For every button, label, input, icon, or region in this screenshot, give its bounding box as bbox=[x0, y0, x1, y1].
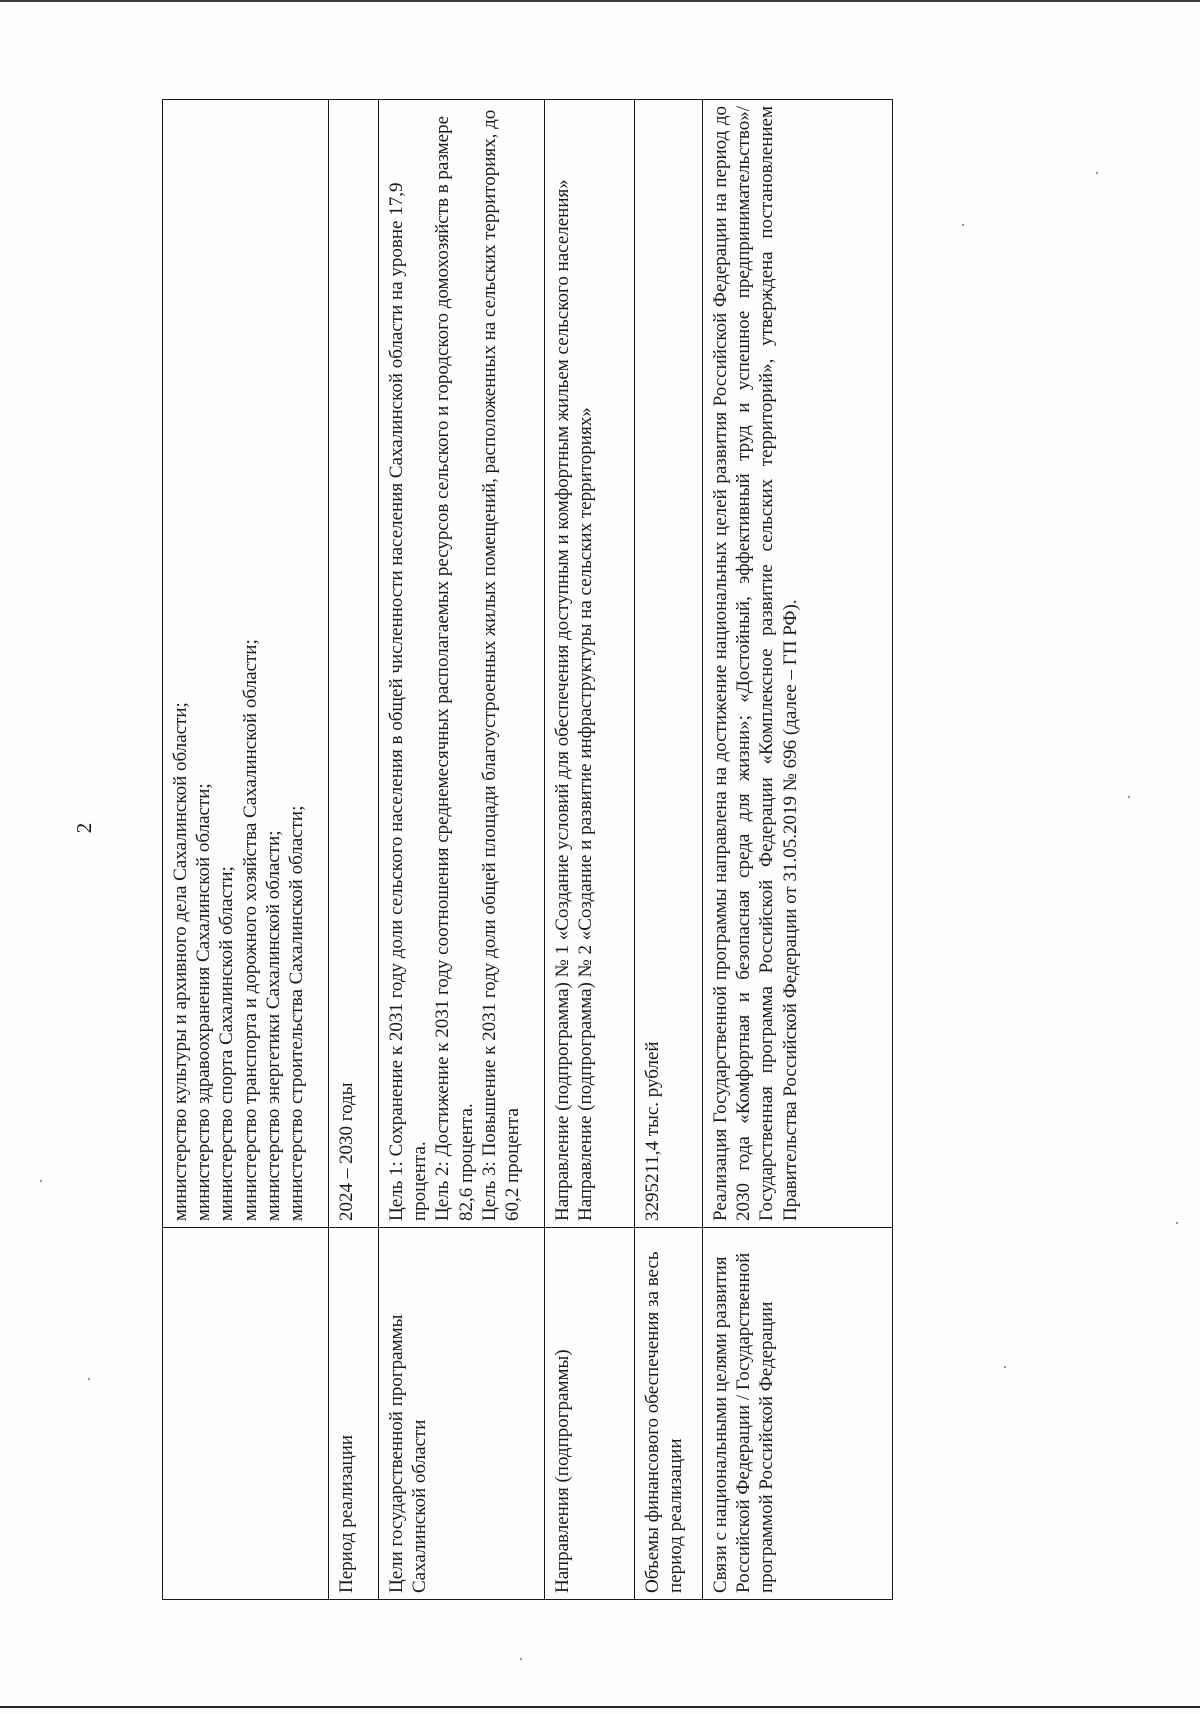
scan-speck bbox=[1128, 796, 1130, 798]
responsible-ministries-cell bbox=[163, 100, 329, 1228]
scan-speck bbox=[1004, 1366, 1006, 1368]
national-goals-text: Реализация Государственной программы направлена на достижение национальных целей развития Российской Федерации на период до 2030 года «Комфортная и безопасная среда для жизни»; «Достойный, эффективный труд и успешное предпринимательство»/ Государственная программа Российской Федерации «Комплексное развитие сельских территорий», утверждена постановлением Правительства Российской Федерации от 31.05.2019 № 696 (далее – ГП РФ). bbox=[703, 100, 893, 1228]
ministry-line: министерство транспорта и дорожного хозяйства Сахалинской области; bbox=[239, 639, 261, 1221]
directions-cell bbox=[545, 100, 635, 1228]
period-label: Период реализации bbox=[329, 1228, 379, 1600]
goals-label: Цели государственной программы Сахалинской области bbox=[379, 1228, 545, 1600]
table-row bbox=[329, 100, 379, 1600]
table-row bbox=[703, 100, 893, 1600]
scan-speck bbox=[520, 1658, 522, 1660]
ministry-line: министерство здравоохранения Сахалинской области; bbox=[193, 783, 215, 1221]
ministry-line: министерство культуры и архивного дела Сахалинской области; bbox=[170, 702, 191, 1221]
goal-1-text: Цель 1: Сохранение к 2031 году доли сельского населения в общей численности населения Сахалинской области на уровне 17,9 процента. bbox=[386, 182, 431, 1221]
scan-speck bbox=[88, 1378, 90, 1380]
ministry-line: министерство энергетики Сахалинской области; bbox=[262, 830, 284, 1221]
goal-2-text: Цель 2: Достижение к 2031 году соотношения среднемесячных располагаемых ресурсов сельского и городского домохозяйств в размере 82,6 процента. bbox=[432, 116, 477, 1221]
ministry-line: министерство спорта Сахалинской области; bbox=[216, 866, 238, 1221]
passport-table-rotated bbox=[162, 100, 892, 1600]
table-row bbox=[635, 100, 703, 1600]
scan-edge-bottom bbox=[0, 1706, 1200, 1708]
page-number: 2 bbox=[72, 822, 96, 834]
goals-cell bbox=[379, 100, 545, 1228]
funding-value: 3295211,4 тыс. рублей bbox=[635, 100, 703, 1228]
scan-speck bbox=[1176, 1222, 1178, 1224]
period-value: 2024 – 2030 годы bbox=[329, 100, 379, 1228]
scan-speck bbox=[40, 1180, 42, 1182]
program-passport-table bbox=[162, 99, 893, 1600]
scan-edge-top bbox=[0, 0, 1200, 2]
table-row bbox=[545, 100, 635, 1600]
ministry-line: министерство строительства Сахалинской области; bbox=[285, 805, 307, 1221]
scan-speck bbox=[1096, 172, 1098, 174]
table-row bbox=[163, 100, 329, 1600]
direction-2-text: Направление (подпрограмма) № 2 «Создание и развитие инфраструктуры на сельских территориях» bbox=[575, 407, 597, 1221]
direction-1-text: Направление (подпрограмма) № 1 «Создание условий для обеспечения доступным и комфортным жильем сельского населения» bbox=[552, 179, 573, 1221]
row-label-empty bbox=[163, 1228, 329, 1600]
goal-3-text: Цель 3: Повышение к 2031 году доли общей площади благоустроенных жилых помещений, расположенных на сельских территориях, до 60,2 процента bbox=[478, 109, 523, 1221]
funding-label: Объемы финансового обеспечения за весь период реализации bbox=[635, 1228, 703, 1600]
national-goals-label: Связи с национальными целями развития Российской Федерации / Государственной программой Российской Федерации bbox=[703, 1228, 893, 1600]
table-row bbox=[379, 100, 545, 1600]
directions-label: Направления (подпрограммы) bbox=[545, 1228, 635, 1600]
scan-speck bbox=[962, 224, 964, 226]
